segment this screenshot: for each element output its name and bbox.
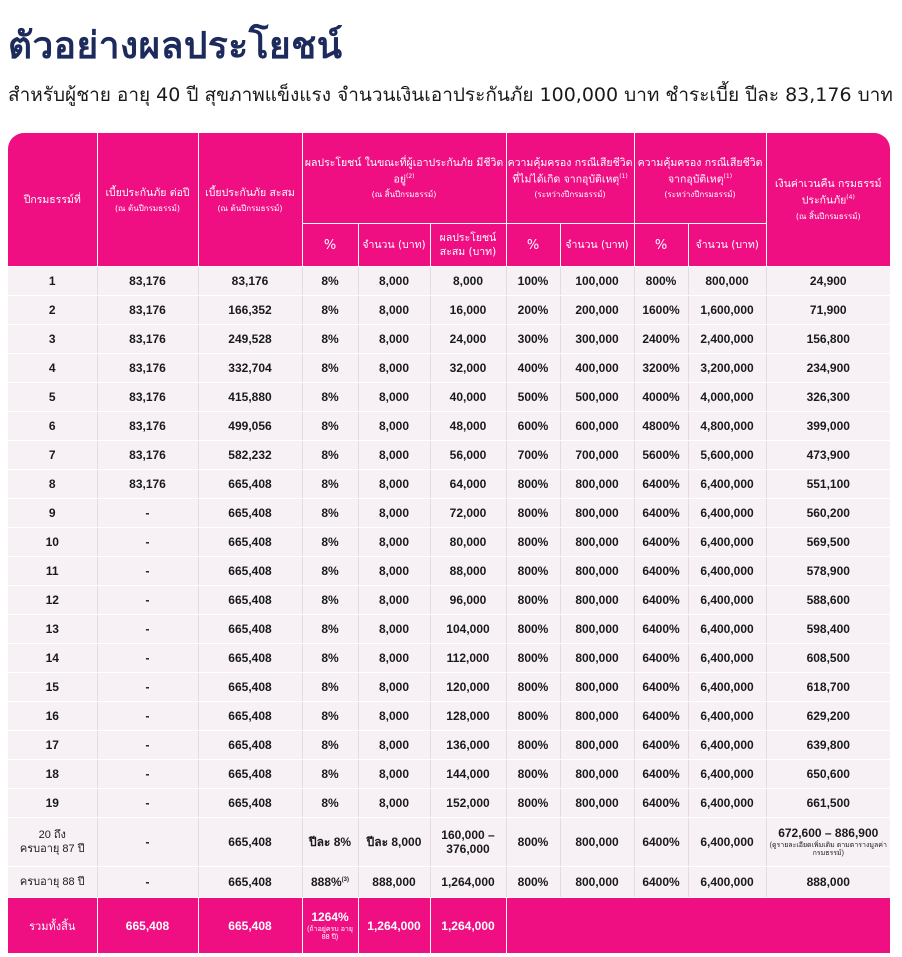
subheader-accident-pct: %	[634, 224, 688, 267]
subheader-survival-amount: จำนวน (บาท)	[358, 224, 430, 267]
cell-survival-accum: 160,000 – 376,000	[430, 818, 506, 867]
cell-survival-amount: 8,000	[358, 586, 430, 615]
cell-survival-accum: 88,000	[430, 557, 506, 586]
cell-death-pct: 800%	[506, 867, 560, 898]
cell-survival-pct: 8%	[302, 615, 358, 644]
page-title: ตัวอย่างผลประโยชน์	[8, 24, 343, 67]
cell-year: 5	[8, 383, 97, 412]
cell-accident-pct: 6400%	[634, 789, 688, 818]
table-row	[8, 325, 890, 354]
cell-survival-accum: 112,000	[430, 644, 506, 673]
cell-survival-pct: 8%	[302, 354, 358, 383]
table-row	[8, 557, 890, 586]
cell-cash-value: 326,300	[766, 383, 890, 412]
cell-cash-value: 24,900	[766, 267, 890, 296]
cell-premium: 83,176	[97, 267, 198, 296]
cell-death-amount: 800,000	[560, 867, 634, 898]
cell-accident-amount: 6,400,000	[688, 470, 766, 499]
cell-death-amount: 200,000	[560, 296, 634, 325]
table-row	[8, 470, 890, 499]
total-survival-accum: 1,264,000	[430, 898, 506, 954]
cell-survival-amount: 8,000	[358, 325, 430, 354]
cell-cash-value: 71,900	[766, 296, 890, 325]
cell-death-pct: 100%	[506, 267, 560, 296]
cell-cash-value: 650,600	[766, 760, 890, 789]
cell-year: 11	[8, 557, 97, 586]
header-death-nonaccident: ความคุ้มครอง กรณีเสียชีวิตที่ไม่ได้เกิด จากอุบัติเหตุ$^{(1)}$ (ระหว่างปีกรมธรรม์)	[506, 133, 634, 224]
subheader-death-amount: จำนวน (บาท)	[560, 224, 634, 267]
cell-cash-value: 473,900	[766, 441, 890, 470]
cell-death-amount: 400,000	[560, 354, 634, 383]
cell-accident-amount: 4,800,000	[688, 412, 766, 441]
cell-accident-amount: 3,200,000	[688, 354, 766, 383]
cell-survival-accum: 24,000	[430, 325, 506, 354]
cell-cash-value: 578,900	[766, 557, 890, 586]
cell-cumulative: 499,056	[198, 412, 302, 441]
cell-death-pct: 800%	[506, 789, 560, 818]
cell-death-amount: 800,000	[560, 818, 634, 867]
subheader-survival-accum: ผลประโยชน์ สะสม (บาท)	[430, 224, 506, 267]
cell-cash-value: 639,800	[766, 731, 890, 760]
table-header	[8, 133, 890, 267]
cell-accident-pct: 800%	[634, 267, 688, 296]
page-subtitle: สำหรับผู้ชาย อายุ 40 ปี สุขภาพแข็งแรง จำนวนเงินเอาประกันภัย 100,000 บาท ชำระเบี้ย ปีละ 83,176 บาท	[8, 84, 893, 106]
cell-premium: -	[97, 528, 198, 557]
table-row	[8, 702, 890, 731]
table-row	[8, 412, 890, 441]
cell-survival-accum: 1,264,000	[430, 867, 506, 898]
cell-survival-pct: 8%	[302, 557, 358, 586]
cell-death-amount: 300,000	[560, 325, 634, 354]
table-body	[8, 267, 890, 818]
cell-survival-amount: 8,000	[358, 528, 430, 557]
cell-accident-amount: 800,000	[688, 267, 766, 296]
cell-survival-pct: 8%	[302, 470, 358, 499]
cell-accident-amount: 6,400,000	[688, 557, 766, 586]
cell-survival-amount: 8,000	[358, 760, 430, 789]
cell-death-pct: 400%	[506, 354, 560, 383]
cell-death-amount: 800,000	[560, 702, 634, 731]
table-row	[8, 644, 890, 673]
cell-survival-amount: 8,000	[358, 702, 430, 731]
header-death-accident: ความคุ้มครอง กรณีเสียชีวิต จากอุบัติเหตุ$^{(1)}$ (ระหว่างปีกรมธรรม์)	[634, 133, 766, 224]
cell-survival-amount: 8,000	[358, 383, 430, 412]
cell-survival-pct: 8%	[302, 325, 358, 354]
cell-year: 15	[8, 673, 97, 702]
cell-accident-pct: 2400%	[634, 325, 688, 354]
cell-survival-accum: 104,000	[430, 615, 506, 644]
cell-accident-amount: 6,400,000	[688, 644, 766, 673]
cell-survival-amount: 8,000	[358, 296, 430, 325]
cell-survival-pct: 8%	[302, 296, 358, 325]
cell-death-amount: 800,000	[560, 644, 634, 673]
cell-premium: 83,176	[97, 383, 198, 412]
cell-survival-amount: 8,000	[358, 267, 430, 296]
cell-premium: -	[97, 818, 198, 867]
cell-survival-pct: 8%	[302, 731, 358, 760]
cell-survival-pct: 8%	[302, 267, 358, 296]
cell-cumulative: 665,408	[198, 499, 302, 528]
total-survival-pct: 1264% (ถ้าอยู่ครบ อายุ 88 ปี)	[302, 898, 358, 954]
cell-premium: -	[97, 867, 198, 898]
cell-cash-value: 672,600 – 886,900 (ดูรายละเอียดเพิ่มเติม ตามตารางมูลค่ากรมธรรม์)	[766, 818, 890, 867]
cell-accident-pct: 4800%	[634, 412, 688, 441]
cell-accident-pct: 6400%	[634, 760, 688, 789]
cell-year: 12	[8, 586, 97, 615]
cell-cumulative: 665,408	[198, 528, 302, 557]
cell-accident-pct: 6400%	[634, 702, 688, 731]
cell-survival-pct: 8%	[302, 702, 358, 731]
cell-premium: 83,176	[97, 412, 198, 441]
cell-death-pct: 800%	[506, 557, 560, 586]
table-row	[8, 441, 890, 470]
total-survival-amount: 1,264,000	[358, 898, 430, 954]
cell-year: 19	[8, 789, 97, 818]
cell-accident-amount: 4,000,000	[688, 383, 766, 412]
cell-cash-value: 618,700	[766, 673, 890, 702]
cell-death-amount: 700,000	[560, 441, 634, 470]
cell-survival-accum: 32,000	[430, 354, 506, 383]
cell-cumulative: 665,408	[198, 644, 302, 673]
cell-survival-accum: 16,000	[430, 296, 506, 325]
cell-survival-accum: 144,000	[430, 760, 506, 789]
cell-survival-amount: 8,000	[358, 441, 430, 470]
cell-premium: 83,176	[97, 325, 198, 354]
cell-survival-accum: 72,000	[430, 499, 506, 528]
cell-premium: -	[97, 499, 198, 528]
cell-cumulative: 665,408	[198, 470, 302, 499]
cell-accident-amount: 6,400,000	[688, 789, 766, 818]
header-cumulative-premium: เบี้ยประกันภัย สะสม (ณ ต้นปีกรมธรรม์)	[198, 133, 302, 267]
cell-year: 3	[8, 325, 97, 354]
cell-cumulative: 665,408	[198, 867, 302, 898]
total-cumulative: 665,408	[198, 898, 302, 954]
cell-cumulative: 665,408	[198, 789, 302, 818]
cell-premium: -	[97, 615, 198, 644]
cell-survival-amount: 8,000	[358, 644, 430, 673]
header-policy-year: ปีกรมธรรม์ที่	[8, 133, 97, 267]
table-body-extra	[8, 818, 890, 898]
cell-cumulative: 332,704	[198, 354, 302, 383]
cell-death-amount: 800,000	[560, 470, 634, 499]
cell-accident-amount: 6,400,000	[688, 731, 766, 760]
table-row	[8, 267, 890, 296]
cell-accident-pct: 6400%	[634, 557, 688, 586]
cell-death-pct: 500%	[506, 383, 560, 412]
cell-cash-value: 608,500	[766, 644, 890, 673]
cell-survival-pct: 8%	[302, 760, 358, 789]
cell-premium: -	[97, 731, 198, 760]
table-row	[8, 586, 890, 615]
cell-death-pct: 800%	[506, 818, 560, 867]
cell-year: 16	[8, 702, 97, 731]
cell-death-amount: 600,000	[560, 412, 634, 441]
total-premium: 665,408	[97, 898, 198, 954]
cell-accident-pct: 6400%	[634, 528, 688, 557]
cell-survival-pct: 8%	[302, 586, 358, 615]
cell-cumulative: 665,408	[198, 818, 302, 867]
cell-survival-amount: 8,000	[358, 557, 430, 586]
header-cash-value: เงินค่าเวนคืน กรมธรรม์ ประกันภัย$^{(4)}$ (ณ สิ้นปีกรมธรรม์)	[766, 133, 890, 267]
cell-accident-amount: 6,400,000	[688, 702, 766, 731]
cell-survival-accum: 8,000	[430, 267, 506, 296]
cell-survival-amount: 888,000	[358, 867, 430, 898]
cell-premium: 83,176	[97, 441, 198, 470]
cell-premium: -	[97, 673, 198, 702]
cell-survival-accum: 128,000	[430, 702, 506, 731]
cell-year: 7	[8, 441, 97, 470]
cell-accident-amount: 6,400,000	[688, 586, 766, 615]
subheader-survival-pct: %	[302, 224, 358, 267]
cell-cumulative: 665,408	[198, 760, 302, 789]
cell-accident-amount: 5,600,000	[688, 441, 766, 470]
table-row	[8, 731, 890, 760]
cell-premium: -	[97, 789, 198, 818]
cell-premium: 83,176	[97, 354, 198, 383]
cell-cash-value: 551,100	[766, 470, 890, 499]
table-row	[8, 673, 890, 702]
cell-cumulative: 166,352	[198, 296, 302, 325]
cell-accident-amount: 6,400,000	[688, 528, 766, 557]
table-row	[8, 528, 890, 557]
cell-cash-value: 569,500	[766, 528, 890, 557]
table-row	[8, 499, 890, 528]
cell-death-pct: 800%	[506, 586, 560, 615]
cell-survival-pct: ปีละ 8%	[302, 818, 358, 867]
cell-survival-amount: 8,000	[358, 499, 430, 528]
cell-survival-accum: 64,000	[430, 470, 506, 499]
cell-accident-pct: 6400%	[634, 818, 688, 867]
cell-survival-pct: 8%	[302, 789, 358, 818]
table-row	[8, 760, 890, 789]
cell-cumulative: 582,232	[198, 441, 302, 470]
cell-survival-pct: 8%	[302, 528, 358, 557]
cell-accident-pct: 4000%	[634, 383, 688, 412]
cell-survival-pct: 8%	[302, 644, 358, 673]
cell-premium: -	[97, 760, 198, 789]
cell-accident-pct: 6400%	[634, 586, 688, 615]
benefit-table-container	[8, 133, 890, 955]
cell-accident-pct: 1600%	[634, 296, 688, 325]
cell-year: 8	[8, 470, 97, 499]
cell-survival-amount: 8,000	[358, 731, 430, 760]
cell-survival-accum: 120,000	[430, 673, 506, 702]
cell-accident-amount: 1,600,000	[688, 296, 766, 325]
cell-cumulative: 665,408	[198, 673, 302, 702]
cell-accident-amount: 6,400,000	[688, 673, 766, 702]
cell-death-amount: 800,000	[560, 731, 634, 760]
table-row	[8, 354, 890, 383]
cell-survival-accum: 40,000	[430, 383, 506, 412]
cell-death-pct: 800%	[506, 731, 560, 760]
cell-year: 6	[8, 412, 97, 441]
cell-year: 10	[8, 528, 97, 557]
table-row	[8, 383, 890, 412]
cell-death-pct: 800%	[506, 528, 560, 557]
cell-death-pct: 800%	[506, 615, 560, 644]
cell-cash-value: 560,200	[766, 499, 890, 528]
cell-accident-pct: 6400%	[634, 644, 688, 673]
cell-year: 2	[8, 296, 97, 325]
cell-death-pct: 600%	[506, 412, 560, 441]
cell-survival-amount: 8,000	[358, 470, 430, 499]
benefit-table	[8, 133, 890, 953]
cell-death-pct: 800%	[506, 760, 560, 789]
cell-survival-accum: 48,000	[430, 412, 506, 441]
cell-death-amount: 800,000	[560, 528, 634, 557]
table-row	[8, 615, 890, 644]
cell-survival-amount: 8,000	[358, 615, 430, 644]
cell-death-pct: 800%	[506, 644, 560, 673]
cell-cash-value: 888,000	[766, 867, 890, 898]
cell-death-amount: 800,000	[560, 586, 634, 615]
cell-death-pct: 200%	[506, 296, 560, 325]
cell-accident-pct: 6400%	[634, 470, 688, 499]
cell-premium: -	[97, 702, 198, 731]
cell-cash-value: 156,800	[766, 325, 890, 354]
header-survival-benefit: ผลประโยชน์ ในขณะที่ผู้เอาประกันภัย มีชีวิตอยู่$^{(2)}$ (ณ สิ้นปีกรมธรรม์)	[302, 133, 506, 224]
cell-death-amount: 100,000	[560, 267, 634, 296]
cell-death-pct: 800%	[506, 499, 560, 528]
cell-survival-accum: 152,000	[430, 789, 506, 818]
table-row	[8, 789, 890, 818]
cell-year: 18	[8, 760, 97, 789]
cell-premium: 83,176	[97, 296, 198, 325]
cell-survival-amount: 8,000	[358, 789, 430, 818]
cell-death-amount: 800,000	[560, 499, 634, 528]
cell-cumulative: 83,176	[198, 267, 302, 296]
cell-cash-value: 234,900	[766, 354, 890, 383]
cell-cumulative: 665,408	[198, 731, 302, 760]
cell-accident-amount: 6,400,000	[688, 760, 766, 789]
cell-cash-value: 629,200	[766, 702, 890, 731]
cell-survival-pct: 8%	[302, 499, 358, 528]
cell-accident-pct: 6400%	[634, 499, 688, 528]
cell-death-amount: 500,000	[560, 383, 634, 412]
cell-death-pct: 800%	[506, 673, 560, 702]
cell-death-pct: 300%	[506, 325, 560, 354]
maturity-row	[8, 867, 890, 898]
cell-premium: -	[97, 586, 198, 615]
cell-year: ครบอายุ 88 ปี	[8, 867, 97, 898]
cell-survival-amount: ปีละ 8,000	[358, 818, 430, 867]
cell-survival-pct: 8%	[302, 412, 358, 441]
cell-premium: 83,176	[97, 470, 198, 499]
cell-year: 17	[8, 731, 97, 760]
cell-cumulative: 665,408	[198, 557, 302, 586]
cell-death-amount: 800,000	[560, 673, 634, 702]
cell-accident-pct: 5600%	[634, 441, 688, 470]
cell-year: 20 ถึง ครบอายุ 87 ปี	[8, 818, 97, 867]
cell-cash-value: 598,400	[766, 615, 890, 644]
cell-accident-amount: 6,400,000	[688, 499, 766, 528]
cell-death-pct: 800%	[506, 702, 560, 731]
cell-cash-value: 399,000	[766, 412, 890, 441]
cell-death-pct: 700%	[506, 441, 560, 470]
header-premium: เบี้ยประกันภัย ต่อปี (ณ ต้นปีกรมธรรม์)	[97, 133, 198, 267]
cell-cash-value: 661,500	[766, 789, 890, 818]
cell-survival-pct: 8%	[302, 383, 358, 412]
cell-cumulative: 665,408	[198, 615, 302, 644]
total-row	[8, 898, 890, 954]
cell-cumulative: 415,880	[198, 383, 302, 412]
cell-survival-pct: 888%$^{(3)}$	[302, 867, 358, 898]
cell-accident-amount: 2,400,000	[688, 325, 766, 354]
total-empty-cell	[506, 898, 890, 954]
subheader-death-pct: %	[506, 224, 560, 267]
cell-death-pct: 800%	[506, 470, 560, 499]
cell-survival-accum: 56,000	[430, 441, 506, 470]
total-label: รวมทั้งสิ้น	[8, 898, 97, 954]
cell-accident-pct: 6400%	[634, 867, 688, 898]
cell-year: 13	[8, 615, 97, 644]
cell-accident-pct: 6400%	[634, 731, 688, 760]
cell-accident-amount: 6,400,000	[688, 818, 766, 867]
cell-survival-accum: 96,000	[430, 586, 506, 615]
cell-cumulative: 665,408	[198, 702, 302, 731]
cell-year: 14	[8, 644, 97, 673]
cell-accident-amount: 6,400,000	[688, 615, 766, 644]
cell-accident-pct: 6400%	[634, 673, 688, 702]
cell-survival-accum: 80,000	[430, 528, 506, 557]
cell-survival-pct: 8%	[302, 441, 358, 470]
cell-death-amount: 800,000	[560, 615, 634, 644]
cell-premium: -	[97, 557, 198, 586]
cell-cumulative: 665,408	[198, 586, 302, 615]
cell-year: 1	[8, 267, 97, 296]
cell-death-amount: 800,000	[560, 557, 634, 586]
cell-cash-value: 588,600	[766, 586, 890, 615]
cell-accident-pct: 6400%	[634, 615, 688, 644]
cell-premium: -	[97, 644, 198, 673]
cell-death-amount: 800,000	[560, 760, 634, 789]
cell-accident-amount: 6,400,000	[688, 867, 766, 898]
cell-survival-accum: 136,000	[430, 731, 506, 760]
range-row	[8, 818, 890, 867]
cell-death-amount: 800,000	[560, 789, 634, 818]
cell-survival-amount: 8,000	[358, 673, 430, 702]
table-row	[8, 296, 890, 325]
subheader-accident-amount: จำนวน (บาท)	[688, 224, 766, 267]
cell-survival-amount: 8,000	[358, 412, 430, 441]
cell-year: 4	[8, 354, 97, 383]
cell-survival-pct: 8%	[302, 673, 358, 702]
cell-cumulative: 249,528	[198, 325, 302, 354]
total-row-section	[8, 898, 890, 954]
cell-accident-pct: 3200%	[634, 354, 688, 383]
cell-year: 9	[8, 499, 97, 528]
cell-survival-amount: 8,000	[358, 354, 430, 383]
